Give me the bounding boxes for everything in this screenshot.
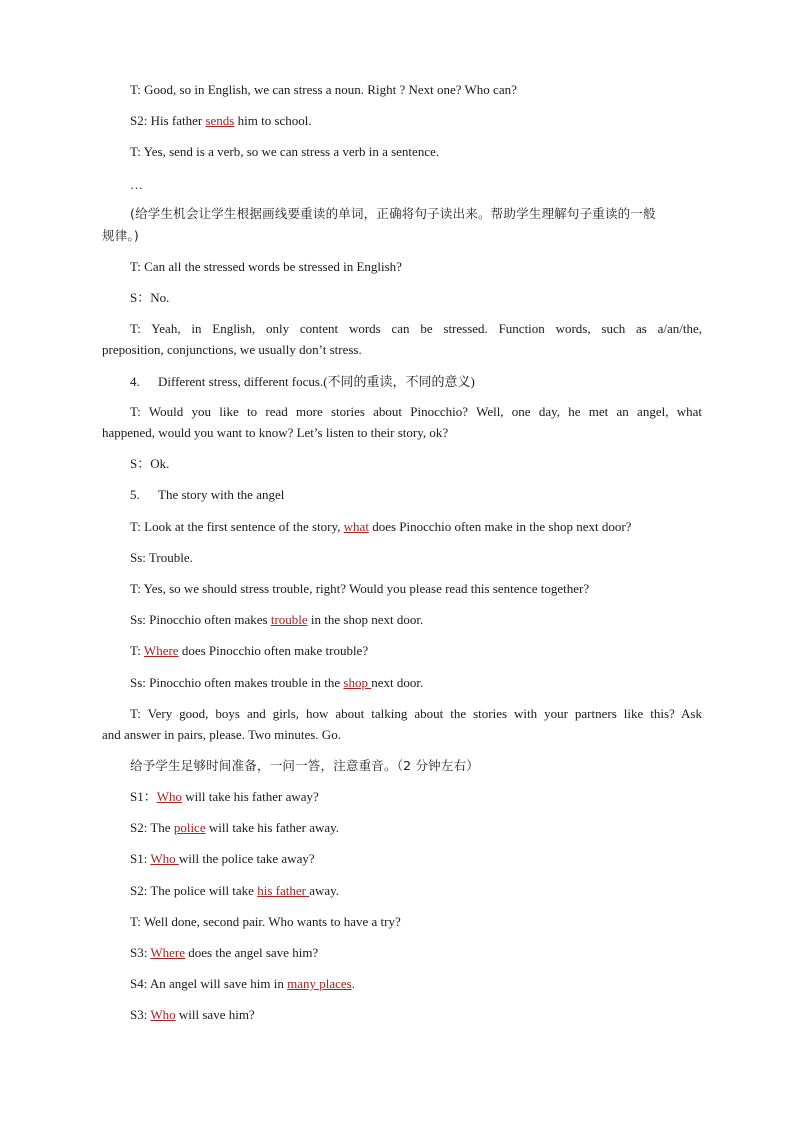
- line-text: T:: [130, 643, 144, 658]
- stressed-word: Who: [156, 789, 183, 804]
- stressed-word: sends: [205, 113, 235, 128]
- stressed-word: Who: [150, 851, 179, 866]
- section-heading: [130, 374, 475, 390]
- line-text: 规律。): [102, 228, 139, 243]
- line-text: S2: His father: [130, 113, 206, 128]
- dialogue-line: [130, 82, 517, 98]
- line-text: will the police take away?: [178, 851, 315, 866]
- line-text: S1:: [130, 851, 151, 866]
- line-text: S4: An angel will save him in: [130, 976, 288, 991]
- line-text: will take his father away.: [205, 820, 340, 835]
- dialogue-line: [130, 820, 339, 836]
- dialogue-line: [130, 321, 702, 337]
- line-text: next door.: [371, 675, 424, 690]
- line-text: T: Look at the first sentence of the story,: [130, 519, 344, 534]
- dialogue-line: [130, 675, 423, 691]
- line-text: T: Would you like to read more stories about Pinocchio? Well, one day, he met an angel, what: [130, 404, 702, 419]
- line-text: T: Very good, boys and girls, how about talking about the stories with your partners like this? Ask: [130, 706, 702, 721]
- line-text: Ss: Pinocchio often makes: [130, 612, 271, 627]
- line-text: does the angel save him?: [185, 945, 319, 960]
- line-text: will save him?: [175, 1007, 255, 1022]
- dialogue-line: [130, 456, 169, 472]
- dialogue-line: [130, 945, 318, 961]
- line-text: away.: [309, 883, 340, 898]
- line-text: him to school.: [234, 113, 312, 128]
- dialogue-line: [130, 851, 315, 867]
- dialogue-line: [130, 1007, 255, 1023]
- dialogue-line: [130, 789, 319, 805]
- line-text: …: [130, 177, 143, 192]
- line-text: T: Can all the stressed words be stressed in English?: [130, 259, 402, 274]
- section-heading: [130, 487, 284, 503]
- chinese-note: [130, 206, 656, 222]
- stressed-word: trouble: [270, 612, 308, 627]
- line-text: happened, would you want to know? Let’s listen to their story, ok?: [102, 425, 449, 440]
- dialogue-line: [130, 643, 368, 659]
- section-title: Different stress, different focus.(不同的重读，不同的意义): [158, 374, 475, 389]
- line-text: does Pinocchio often make in the shop next door?: [368, 519, 632, 534]
- dialogue-line: [130, 612, 423, 628]
- dialogue-line: [130, 581, 589, 597]
- line-text: (给学生机会让学生根据画线要重读的单词，正确将句子读出来。帮助学生理解句子重读的一般: [130, 206, 656, 221]
- dialogue-line: [130, 550, 193, 566]
- line-text: S3:: [130, 1007, 151, 1022]
- line-text: S：Ok.: [130, 456, 170, 471]
- line-text: S1：: [130, 789, 157, 804]
- dialogue-line: [130, 914, 401, 930]
- stressed-word: Where: [143, 643, 179, 658]
- stressed-word: shop: [343, 675, 372, 690]
- line-text: preposition, conjunctions, we usually don’t stress.: [102, 342, 362, 357]
- line-text: T: Yes, so we should stress trouble, right? Would you please read this sentence together?: [130, 581, 590, 596]
- section-number: 5.: [130, 487, 140, 502]
- stressed-word: Who: [150, 1007, 176, 1022]
- ellipsis: [130, 177, 143, 193]
- section-number: 4.: [130, 374, 140, 389]
- dialogue-line: [130, 706, 702, 722]
- line-text: T: Yeah, in English, only content words can be stressed. Function words, such as a/an/the,: [130, 321, 702, 336]
- line-text: and answer in pairs, please. Two minutes. Go.: [102, 727, 341, 742]
- line-text: S3:: [130, 945, 151, 960]
- dialogue-line-continued: [102, 342, 362, 358]
- chinese-note: [130, 758, 479, 774]
- line-text: S2: The: [130, 820, 174, 835]
- line-text: S：No.: [130, 290, 170, 305]
- dialogue-line: [130, 404, 702, 420]
- dialogue-line: [130, 259, 402, 275]
- line-text: does Pinocchio often make trouble?: [178, 643, 369, 658]
- dialogue-line-continued: [102, 727, 341, 743]
- line-text: T: Yes, send is a verb, so we can stress a verb in a sentence.: [130, 144, 440, 159]
- section-title: The story with the angel: [158, 487, 285, 502]
- dialogue-line: [130, 976, 355, 992]
- chinese-note-continued: [102, 228, 139, 244]
- dialogue-line: [130, 519, 631, 535]
- stressed-word: police: [173, 820, 206, 835]
- dialogue-line: [130, 144, 439, 160]
- stressed-word: his father: [257, 883, 310, 898]
- line-text: Ss: Trouble.: [130, 550, 193, 565]
- line-text: S2: The police will take: [130, 883, 258, 898]
- line-text: T: Well done, second pair. Who wants to have a try?: [130, 914, 401, 929]
- line-text: in the shop next door.: [307, 612, 424, 627]
- line-text: Ss: Pinocchio often makes trouble in the: [130, 675, 344, 690]
- dialogue-line-continued: [102, 425, 448, 441]
- dialogue-line: [130, 883, 339, 899]
- dialogue-line: [130, 290, 169, 306]
- stressed-word: many places: [287, 976, 352, 991]
- line-text: 给予学生足够时间准备，一问一答，注意重音。（2 分钟左右）: [130, 758, 479, 773]
- line-text: will take his father away?: [182, 789, 319, 804]
- stressed-word: what: [343, 519, 369, 534]
- dialogue-line: [130, 113, 312, 129]
- stressed-word: Where: [150, 945, 185, 960]
- line-text: T: Good, so in English, we can stress a noun. Right ? Next one? Who can?: [130, 82, 517, 97]
- line-text: .: [351, 976, 355, 991]
